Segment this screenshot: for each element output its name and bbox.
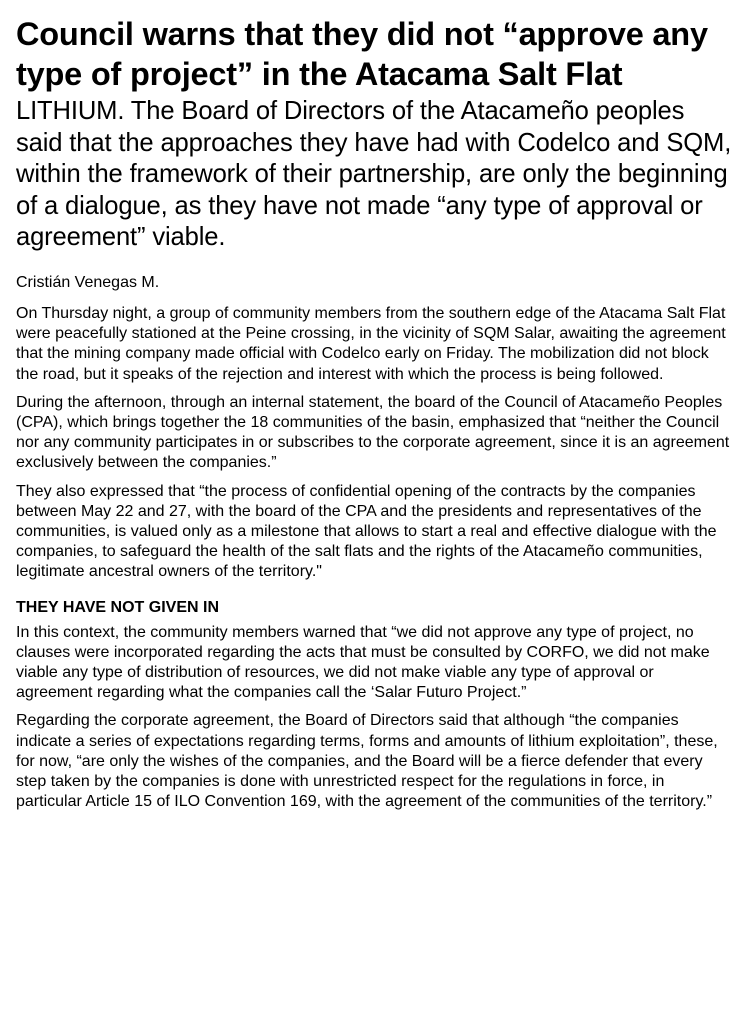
body-paragraph: In this context, the community members warned that “we did not approve any type of project, no clauses were incorporated regarding the acts that must be consulted by CORFO, we did not make viable any type of distribution of resources, we did not make viable any type of approval or agreement regarding what the companies call the ‘Salar Futuro Project.” <box>16 623 710 702</box>
body-paragraph: During the afternoon, through an internal statement, the board of the Council of Atacameño Peoples (CPA), which brings together the 18 communities of the basin, emphasized that “neither the Council nor any community participates in or subscribes to the corporate agreement, since it is an agreement exclusively between the companies.” <box>16 393 730 472</box>
body-paragraph: On Thursday night, a group of community members from the southern edge of the Atacama Salt Flat were peacefully stationed at the Peine crossing, in the vicinity of SQM Salar, awaiting the agreement that the mining company made official with Codelco early on Friday. The mobilization did not block the road, but it speaks of the rejection and interest with which the process is being followed. <box>16 304 726 383</box>
section-subheading: THEY HAVE NOT GIVEN IN <box>16 598 219 616</box>
lede-summary: LITHIUM. The Board of Directors of the Atacameño peoples said that the approaches they have had with Codelco and SQM, within the framework of their partnership, are only the beginning of a dialogue, as they have not made “any type of approval or agreement” viable. <box>16 97 732 252</box>
author-byline: Cristián Venegas M. <box>16 273 160 291</box>
headline: Council warns that they did not “approve any type of project” in the Atacama Salt Flat <box>16 16 708 92</box>
body-paragraph: Regarding the corporate agreement, the Board of Directors said that although “the companies indicate a series of expectations regarding terms, forms and amounts of lithium exploitation”, these, for now, “are only the wishes of the companies, and the Board will be a fierce defender that every step taken by the companies is done with unrestricted respect for the regulations in force, in particular Article 15 of ILO Convention 169, with the agreement of the communities of the territory.” <box>16 712 718 811</box>
body-paragraph: They also expressed that “the process of confidential opening of the contracts by the companies between May 22 and 27, with the board of the CPA and the presidents and representatives of the communities, is valued only as a milestone that allows to start a real and effective dialogue with the companies, to safeguard the health of the salt flats and the rights of the Atacameño communities, legitimate ancestral owners of the territory." <box>16 482 717 581</box>
